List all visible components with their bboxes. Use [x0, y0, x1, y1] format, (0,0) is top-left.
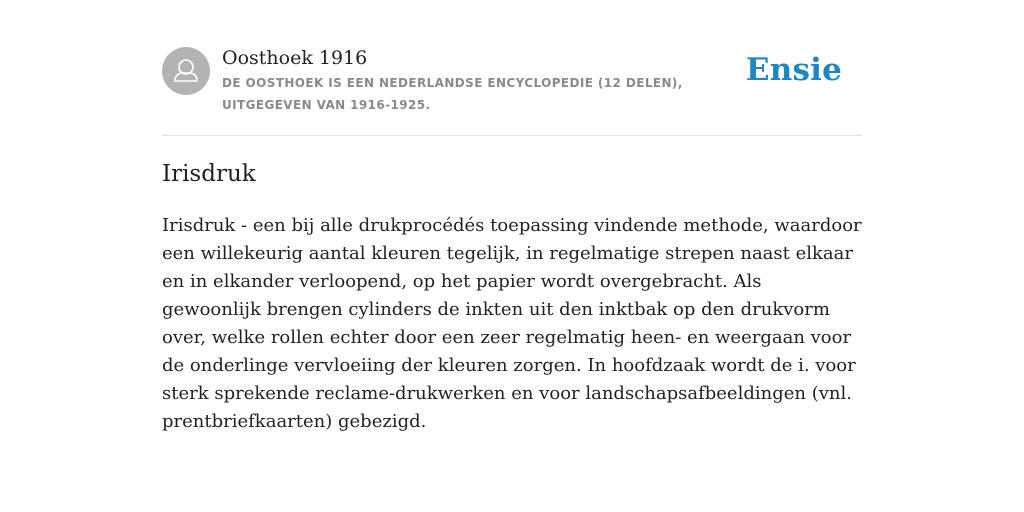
source-title[interactable]: Oosthoek 1916 — [222, 47, 368, 69]
entry-body: Irisdruk - een bij alle drukprocédés toepassing vindende methode, waardoor een willekeurig aantal kleuren tegelijk, in regelmatige strepen naast elkaar en in elkander verloopend, op het papier wordt overgebracht. Als gewoonlijk brengen cylinders de inkten uit den inktbak op den drukvorm over, welke rollen echter door een zeer regelmatig heen- en weergaan voor de onderlinge vervloeiing der kleuren zorgen. In hoofdzaak wordt de i. voor sterk sprekende reclame-drukwerken en voor landschapsafbeeldingen (vnl. prentbriefkaarten) gebezigd. — [162, 215, 862, 432]
ensie-logo-link[interactable]: Ensie — [745, 52, 842, 88]
entry-card — [162, 44, 862, 432]
user-icon — [162, 47, 210, 95]
source-header — [162, 44, 862, 136]
source-description: DE OOSTHOEK IS EEN NEDERLANDSE ENCYCLOPEDIE (12 DELEN), UITGEGEVEN VAN 1916-1925. — [222, 76, 683, 112]
avatar[interactable] — [162, 47, 210, 95]
entry-title: Irisdruk — [162, 161, 256, 187]
